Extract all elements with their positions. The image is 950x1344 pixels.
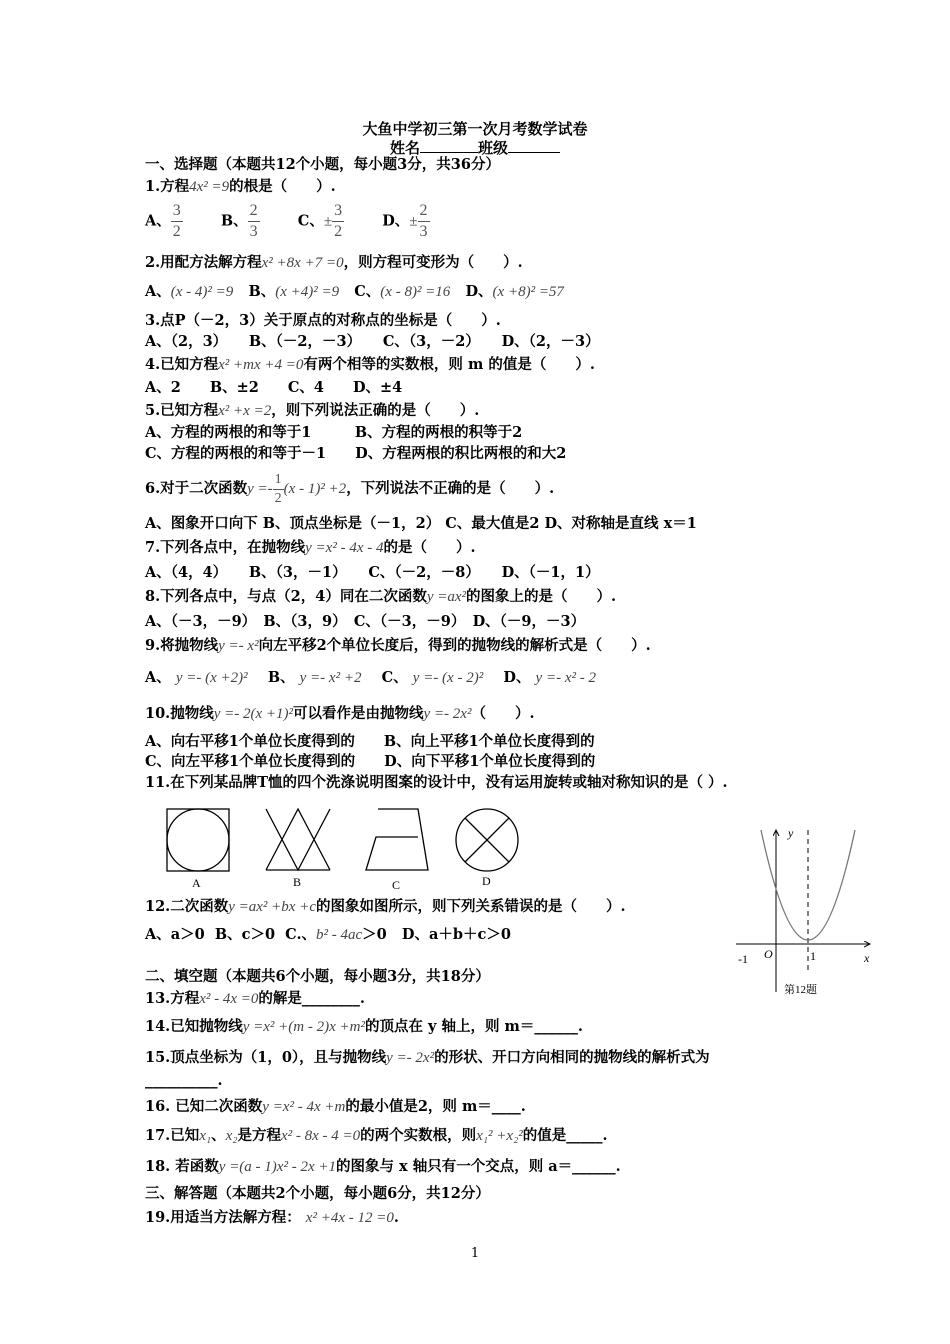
q6-options: A、图象开口向下 B、顶点坐标是（－1，2） C、最大值是2 D、对称轴是直线 x＝1 [145,515,697,532]
origin-label: O [764,947,773,961]
q1-option-a-fraction: $\frac{3}{2}$ [172,202,181,240]
q8-options: A、（－3，－9） B、（3，9） C、（－3，－9） D、（－9，－3） [145,613,586,630]
q11-figure-c [366,809,428,870]
page-number: 1 [470,1246,480,1261]
q1-stem: 1.方程4x² =9的根是（ ）. [145,178,336,195]
tick-neg-one: -1 [738,952,748,966]
class-blank[interactable] [508,138,560,153]
q12-graph [730,820,880,1000]
q9-stem: 9.将抛物线y =- x²向左平移2个单位长度后，得到的抛物线的解析式是（ ）. [145,637,651,654]
q11-stem: 11.在下列某品牌T恤的四个洗涤说明图案的设计中，没有运用旋转或轴对称知识的是（ ）. [145,774,728,791]
q7-options: A、（4，4） B、（3，－1） C、（－2，－8） D、（－1，1） [145,564,600,581]
q19-stem: 19.用适当方法解方程： x² +4x - 12 =0. [145,1209,399,1226]
graph-caption: 第12题 [784,984,817,996]
q11-label-c: C [392,878,401,892]
q4-options: A、2 B、±2 C、4 D、±4 [145,379,403,396]
q11-figure-b [266,809,330,870]
q2-stem: 2.用配方法解方程x² +8x +7 =0，则方程可变形为（ ）. [145,254,523,271]
q1-option-b-fraction: $\frac{2}{3}$ [249,202,258,240]
q16-stem: 16. 已知二次函数y =x² - 4x +m的最小值是2，则 m＝____. [145,1098,526,1115]
q11-label-a: A [192,876,201,890]
q14-stem: 14.已知抛物线y =x² +(m - 2)x +m²的顶点在 y 轴上，则 m＝______. [145,1018,583,1035]
y-axis-label: y [788,826,794,840]
q5-options-row2: C、方程的两根的和等于－1 D、方程两根的积比两根的和大2 [145,445,567,462]
q10-stem: 10.抛物线y =- 2(x +1)²可以看作是由抛物线y =- 2x²（ ）. [145,705,535,722]
q2-options: A、(x - 4)² =9 B、(x +4)² =9 C、(x - 8)² =16 D、(x +8)² =57 [145,283,564,300]
q11-figure-a [167,809,229,871]
exam-title: 大鱼中学初三第一次月考数学试卷 [362,120,588,138]
q4-stem: 4.已知方程x² +mx +4 =0有两个相等的实数根，则 m 的值是（ ）. [145,356,595,373]
q8-stem: 8.下列各点中，与点（2，4）同在二次函数y =ax²的图象上的是（ ）. [145,588,617,605]
q11-figure-d [456,809,518,871]
q11-label-d: D [482,874,491,888]
q1-option-c-fraction: $\frac{3}{2}$ [334,202,343,240]
q15-answer-line: __________. [145,1072,223,1089]
x-axis-label: x [864,951,870,965]
q9-options: A、 y =- (x +2)² B、 y =- x² +2 C、 y =- (x - 2)² D、 y =- x² - 2 [145,669,596,686]
name-class-line [0,137,950,158]
q7-stem: 7.下列各点中，在抛物线y =x² - 4x - 4的是（ ）. [145,539,476,556]
q11-figures [160,802,530,892]
q6-fraction: $\frac{1}{2}$ [274,471,282,506]
q15-stem: 15.顶点坐标为（1，0），且与抛物线y =- 2x²的形状、开口方向相同的抛物线的解析式为 [145,1049,710,1066]
q1-options: A、 $\frac{3}{2}$ B、 $\frac{2}{3}$ C、± $\frac{3}{2}$ D、± $\frac{2}{3}$ [145,202,428,240]
q6-stem: 6.对于二次函数y =- $\frac{1}{2}$ (x - 1)² +2，下列说法不正确的是（ ）. [145,471,555,506]
q5-stem: 5.已知方程x² +x =2，则下列说法正确的是（ ）. [145,402,480,419]
q10-options-row1: A、向右平移1个单位长度得到的 B、向上平移1个单位长度得到的 [145,733,595,750]
q3-stem: 3.点P（－2，3）关于原点的对称点的坐标是（ ）. [145,312,501,329]
q3-options: A、（2，3） B、（－2，－3） C、（3，－2） D、（2，－3） [145,333,600,350]
q1-option-d-fraction: $\frac{2}{3}$ [419,202,428,240]
q11-label-b: B [293,875,302,889]
name-label: 姓名 [389,139,420,157]
q17-stem: 17.已知x₁、x₂是方程x² - 8x - 4 =0的两个实数根，则x₁² +x₂²的值是_____. [145,1127,608,1144]
q13-stem: 13.方程x² - 4x =0的解是________. [145,990,365,1007]
name-blank[interactable] [420,138,478,153]
section-solve: 三、解答题（本题共2个小题，每小题6分，共12分） [145,1185,490,1202]
q10-options-row2: C、向左平移1个单位长度得到的 D、向下平移1个单位长度得到的 [145,753,596,770]
tick-one: 1 [810,949,816,963]
section-choice: 一、选择题（本题共12个小题，每小题3分，共36分） [145,156,500,173]
q18-stem: 18. 若函数y =(a - 1)x² - 2x +1的图象与 x 轴只有一个交点，则 a＝______. [145,1158,621,1175]
q12-options: A、a＞0 B、c＞0 C.、b² - 4ac＞0 D、a＋b＋c＞0 [145,926,511,943]
class-label: 班级 [478,139,509,157]
q12-stem: 12.二次函数y =ax² +bx +c的图象如图所示，则下列关系错误的是（ ）. [145,898,626,915]
section-fill: 二、填空题（本题共6个小题，每小题3分，共18分） [145,968,490,985]
q5-options-row1: A、方程的两根的和等于1 B、方程的两根的积等于2 [145,424,523,441]
